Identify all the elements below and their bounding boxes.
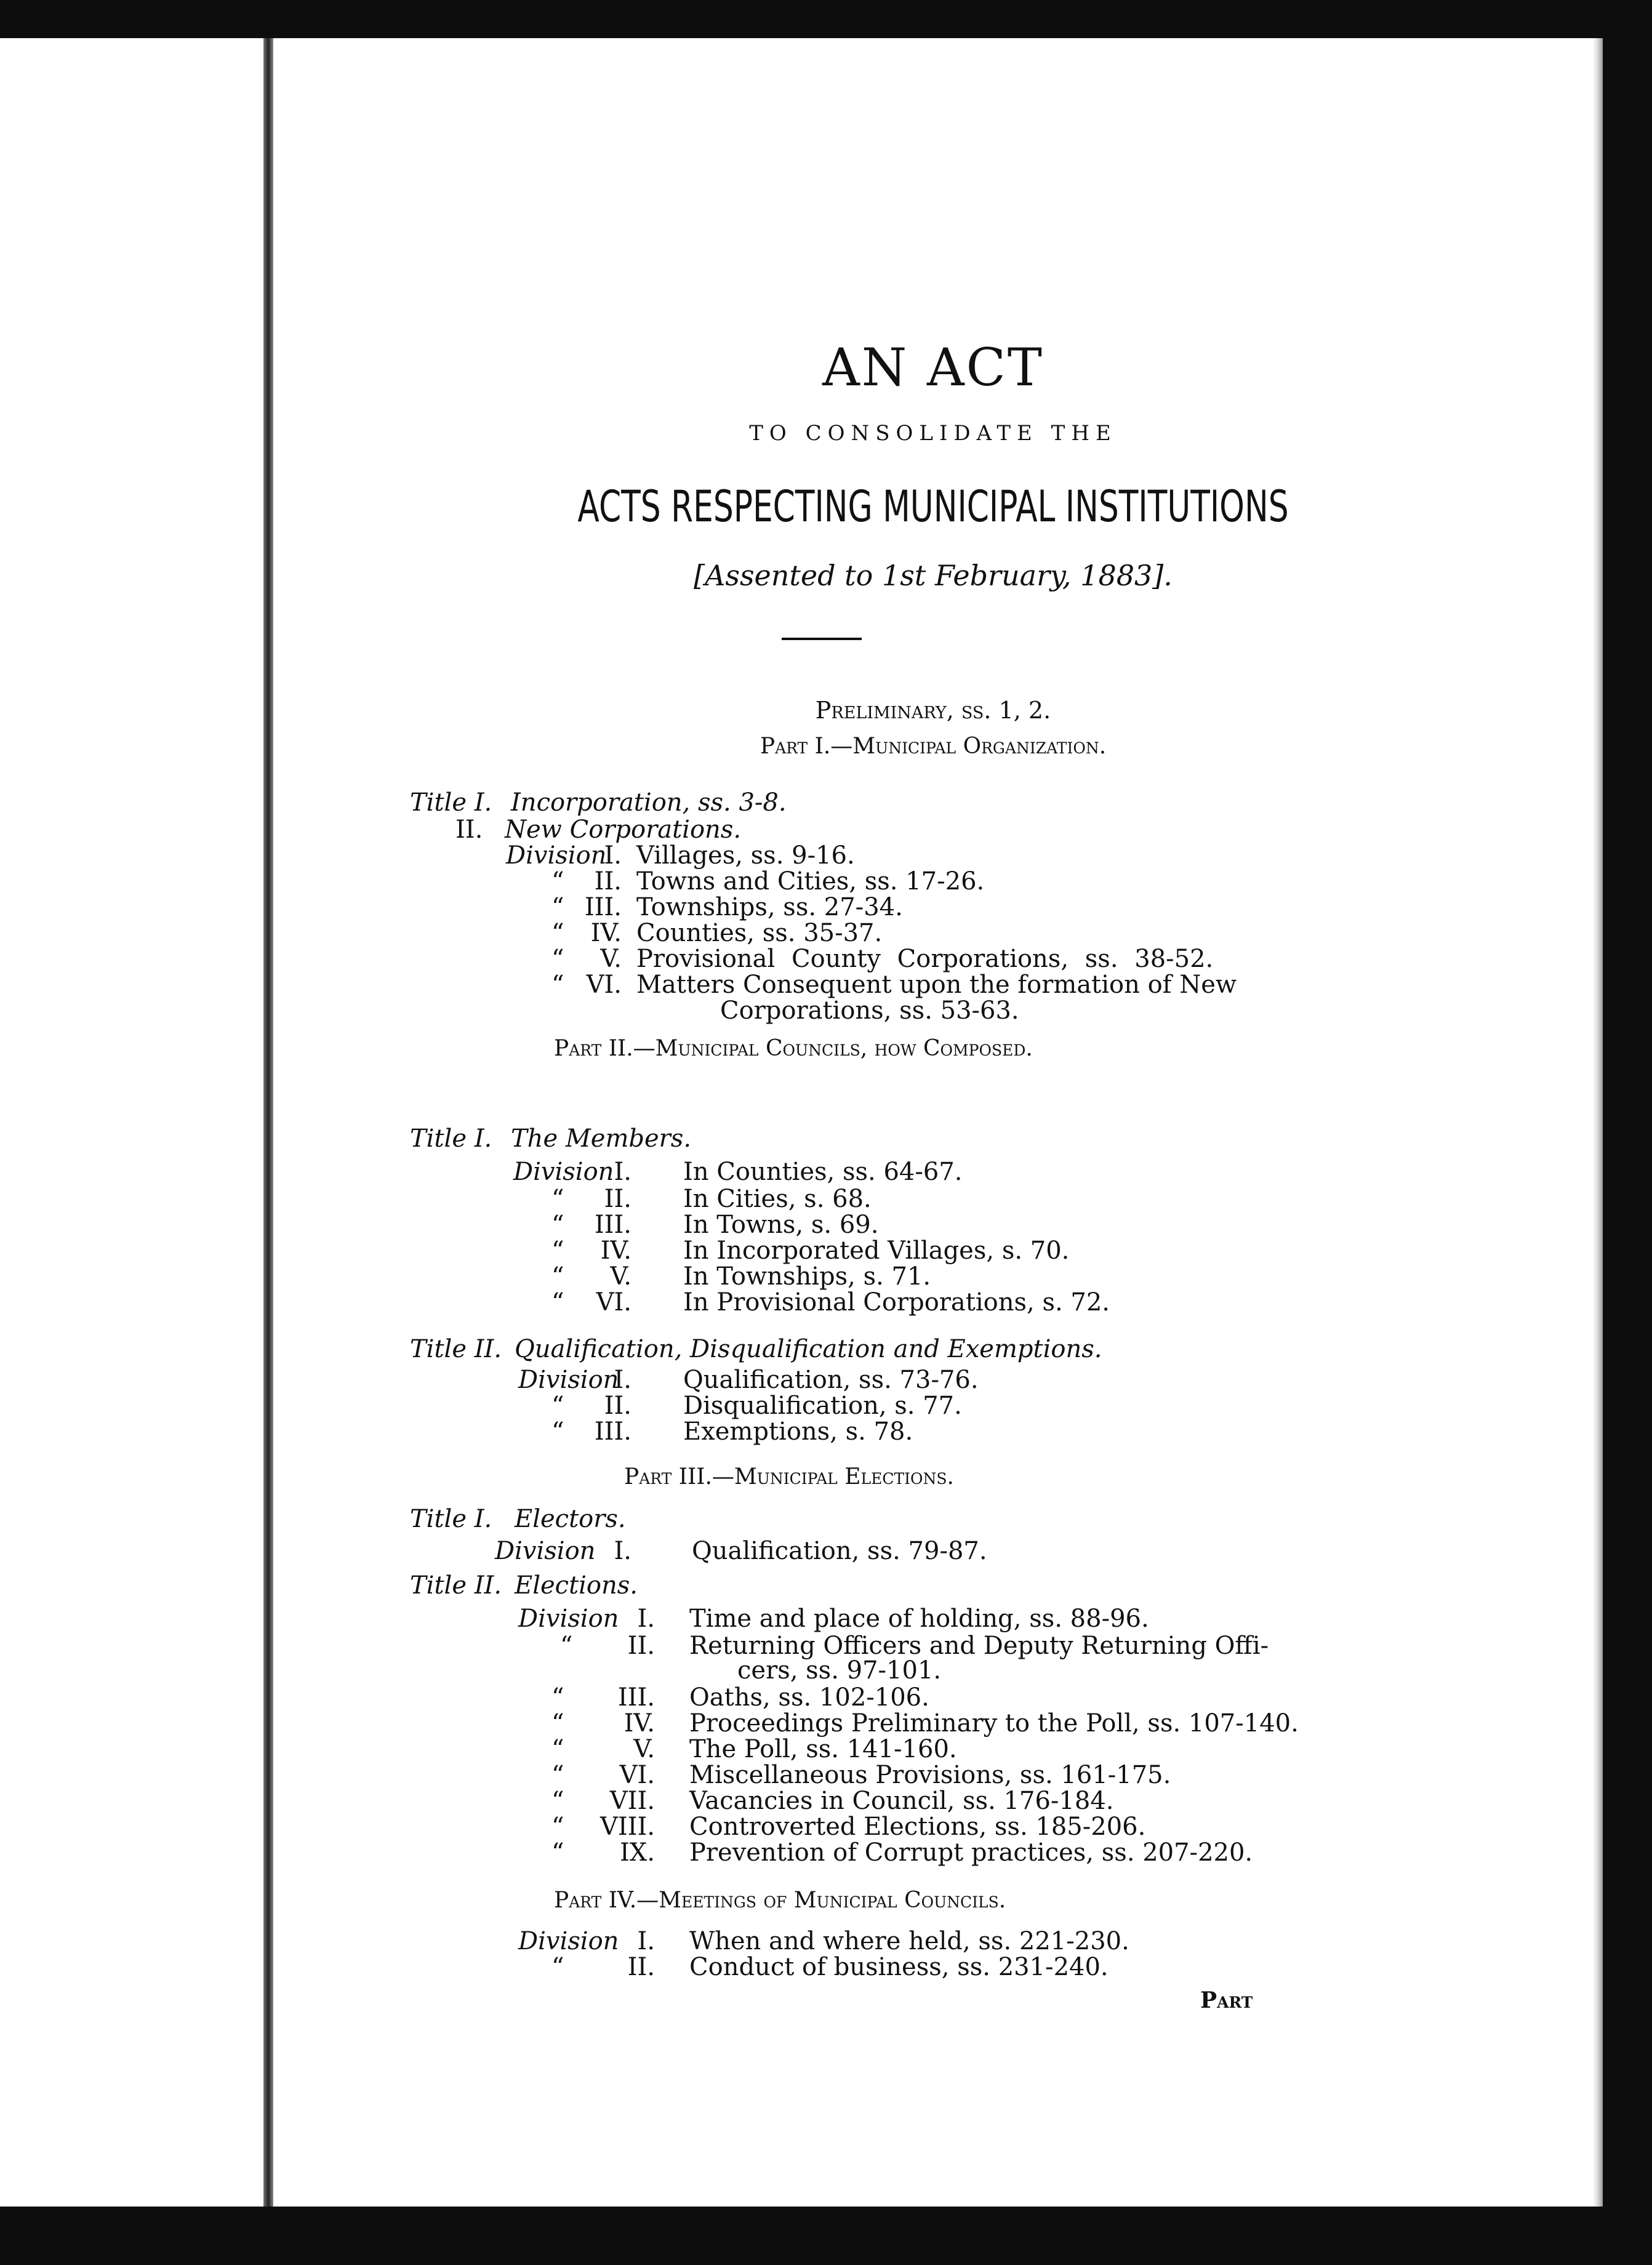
division-number: I. xyxy=(604,841,622,870)
ditto-mark: “ xyxy=(551,971,564,999)
division-text: Conduct of business, ss. 231-240. xyxy=(689,1953,1109,1981)
division-number: VI. xyxy=(586,971,622,999)
division-number: VI. xyxy=(596,1288,632,1317)
page-edge-shadow xyxy=(1593,38,1603,2207)
part2-title1-text: The Members. xyxy=(511,1124,692,1153)
division-text: Qualification, ss. 79-87. xyxy=(692,1537,987,1565)
part2-heading: Part II.—Municipal Councils, how Composed. xyxy=(554,1036,1033,1061)
part2-title2-label: Title II. xyxy=(410,1335,502,1363)
division-number: IV. xyxy=(590,919,622,947)
part1-title1-text: Incorporation, ss. 3-8. xyxy=(511,788,787,817)
part1-title2-label: II. xyxy=(455,816,483,844)
division-text: Miscellaneous Provisions, ss. 161-175. xyxy=(689,1761,1171,1789)
division-number: I. xyxy=(614,1537,632,1565)
division-number: I. xyxy=(614,1366,632,1394)
ditto-mark: “ xyxy=(551,1288,564,1317)
division-text: Returning Officers and Deputy Returning Offi- xyxy=(689,1632,1269,1660)
ditto-mark: “ xyxy=(551,945,564,973)
division-text: Time and place of holding, ss. 88-96. xyxy=(689,1605,1149,1633)
division-text: In Provisional Corporations, s. 72. xyxy=(683,1288,1110,1317)
division-text-continued: cers, ss. 97-101. xyxy=(737,1656,942,1685)
division-text: Towns and Cities, ss. 17-26. xyxy=(636,867,985,896)
division-text-continued: Corporations, ss. 53-63. xyxy=(720,996,1019,1025)
part3-title1-label: Title I. xyxy=(410,1505,492,1533)
division-number: I. xyxy=(637,1605,655,1633)
part2-title2-text: Qualification, Disqualification and Exemptions. xyxy=(515,1335,1102,1363)
ditto-mark: “ xyxy=(551,1392,564,1420)
ditto-mark: “ xyxy=(551,1185,564,1213)
division-number: IX. xyxy=(620,1838,655,1867)
ditto-mark: “ xyxy=(551,1709,564,1738)
part2-title1-label: Title I. xyxy=(410,1124,492,1153)
division-text: Proceedings Preliminary to the Poll, ss. 107-140. xyxy=(689,1709,1299,1738)
division-text: Vacancies in Council, ss. 176-184. xyxy=(689,1787,1114,1815)
division-number: VII. xyxy=(609,1787,655,1815)
part4-division-label: Division xyxy=(518,1927,619,1955)
catchword: Part xyxy=(1200,1987,1253,2013)
division-text: In Cities, s. 68. xyxy=(683,1185,872,1213)
division-number: V. xyxy=(610,1262,632,1291)
part4-heading: Part IV.—Meetings of Municipal Councils. xyxy=(554,1888,1006,1913)
division-text: Disqualification, s. 77. xyxy=(683,1392,962,1420)
ditto-mark: “ xyxy=(551,919,564,947)
part1-title2-text: New Corporations. xyxy=(505,816,742,844)
ditto-mark: “ xyxy=(551,1262,564,1291)
division-text: Exemptions, s. 78. xyxy=(683,1417,913,1446)
act-subtitle: TO CONSOLIDATE THE xyxy=(749,421,1117,446)
division-text: Qualification, ss. 73-76. xyxy=(683,1366,979,1394)
ditto-mark: “ xyxy=(551,1813,564,1841)
ditto-mark: “ xyxy=(560,1632,573,1660)
ditto-mark: “ xyxy=(551,1237,564,1265)
division-number: II. xyxy=(604,1392,632,1420)
division-text: The Poll, ss. 141-160. xyxy=(689,1735,957,1763)
scan-border-right xyxy=(1603,0,1652,2265)
ditto-mark: “ xyxy=(551,1838,564,1867)
ditto-mark: “ xyxy=(551,1761,564,1789)
part2-division-label: Division xyxy=(518,1366,619,1394)
division-number: II. xyxy=(627,1953,655,1981)
division-number: III. xyxy=(594,1417,632,1446)
act-main-title: ACTS RESPECTING MUNICIPAL INSTITUTIONS xyxy=(577,481,1289,532)
facing-page-edge xyxy=(0,38,271,2207)
division-text: Villages, ss. 9-16. xyxy=(636,841,855,870)
division-number: V. xyxy=(600,945,622,973)
part3-title1-text: Electors. xyxy=(515,1505,626,1533)
part3-heading: Part III.—Municipal Elections. xyxy=(624,1464,954,1489)
scan-border-bottom xyxy=(0,2207,1652,2265)
ditto-mark: “ xyxy=(551,1787,564,1815)
ditto-mark: “ xyxy=(551,867,564,896)
ditto-mark: “ xyxy=(551,893,564,921)
division-text: Controverted Elections, ss. 185-206. xyxy=(689,1813,1146,1841)
division-text: In Counties, ss. 64-67. xyxy=(683,1158,963,1186)
preliminary-line: Preliminary, ss. 1, 2. xyxy=(815,697,1051,724)
title-rule xyxy=(782,638,862,640)
division-number: I. xyxy=(637,1927,655,1955)
book-gutter xyxy=(263,38,273,2207)
division-number: III. xyxy=(584,893,622,921)
division-text: Townships, ss. 27-34. xyxy=(636,893,903,921)
part1-heading: Part I.—Municipal Organization. xyxy=(760,734,1107,759)
division-number: II. xyxy=(604,1185,632,1213)
division-number: I. xyxy=(614,1158,632,1186)
part1-title1-label: Title I. xyxy=(410,788,492,817)
assent-line: [Assented to 1st February, 1883]. xyxy=(694,559,1173,592)
part3-division-label: Division xyxy=(495,1537,596,1565)
division-number: IV. xyxy=(600,1237,632,1265)
ditto-mark: “ xyxy=(551,1211,564,1239)
division-number: III. xyxy=(594,1211,632,1239)
division-number: II. xyxy=(594,867,622,896)
division-text: Matters Consequent upon the formation of New xyxy=(636,971,1237,999)
document-page xyxy=(273,38,1593,2207)
division-text: In Incorporated Villages, s. 70. xyxy=(683,1237,1070,1265)
division-text: Prevention of Corrupt practices, ss. 207-220. xyxy=(689,1838,1253,1867)
part3-title2-label: Title II. xyxy=(410,1571,502,1600)
division-number: IV. xyxy=(624,1709,655,1738)
division-number: III. xyxy=(617,1683,655,1712)
ditto-mark: “ xyxy=(551,1417,564,1446)
ditto-mark: “ xyxy=(551,1953,564,1981)
division-text: When and where held, ss. 221-230. xyxy=(689,1927,1129,1955)
part1-division-label: Division xyxy=(506,841,607,870)
ditto-mark: “ xyxy=(551,1683,564,1712)
division-number: II. xyxy=(627,1632,655,1660)
division-number: V. xyxy=(633,1735,655,1763)
part3-division-label: Division xyxy=(518,1605,619,1633)
division-text: Provisional County Corporations, ss. 38-52. xyxy=(636,945,1214,973)
division-text: Oaths, ss. 102-106. xyxy=(689,1683,929,1712)
part3-title2-text: Elections. xyxy=(515,1571,638,1600)
act-title: AN ACT xyxy=(822,337,1044,398)
division-number: VIII. xyxy=(599,1813,655,1841)
division-text: In Townships, s. 71. xyxy=(683,1262,931,1291)
ditto-mark: “ xyxy=(551,1735,564,1763)
division-text: Counties, ss. 35-37. xyxy=(636,919,883,947)
division-number: VI. xyxy=(619,1761,655,1789)
part2-division-label: Division xyxy=(513,1158,614,1186)
division-text: In Towns, s. 69. xyxy=(683,1211,879,1239)
